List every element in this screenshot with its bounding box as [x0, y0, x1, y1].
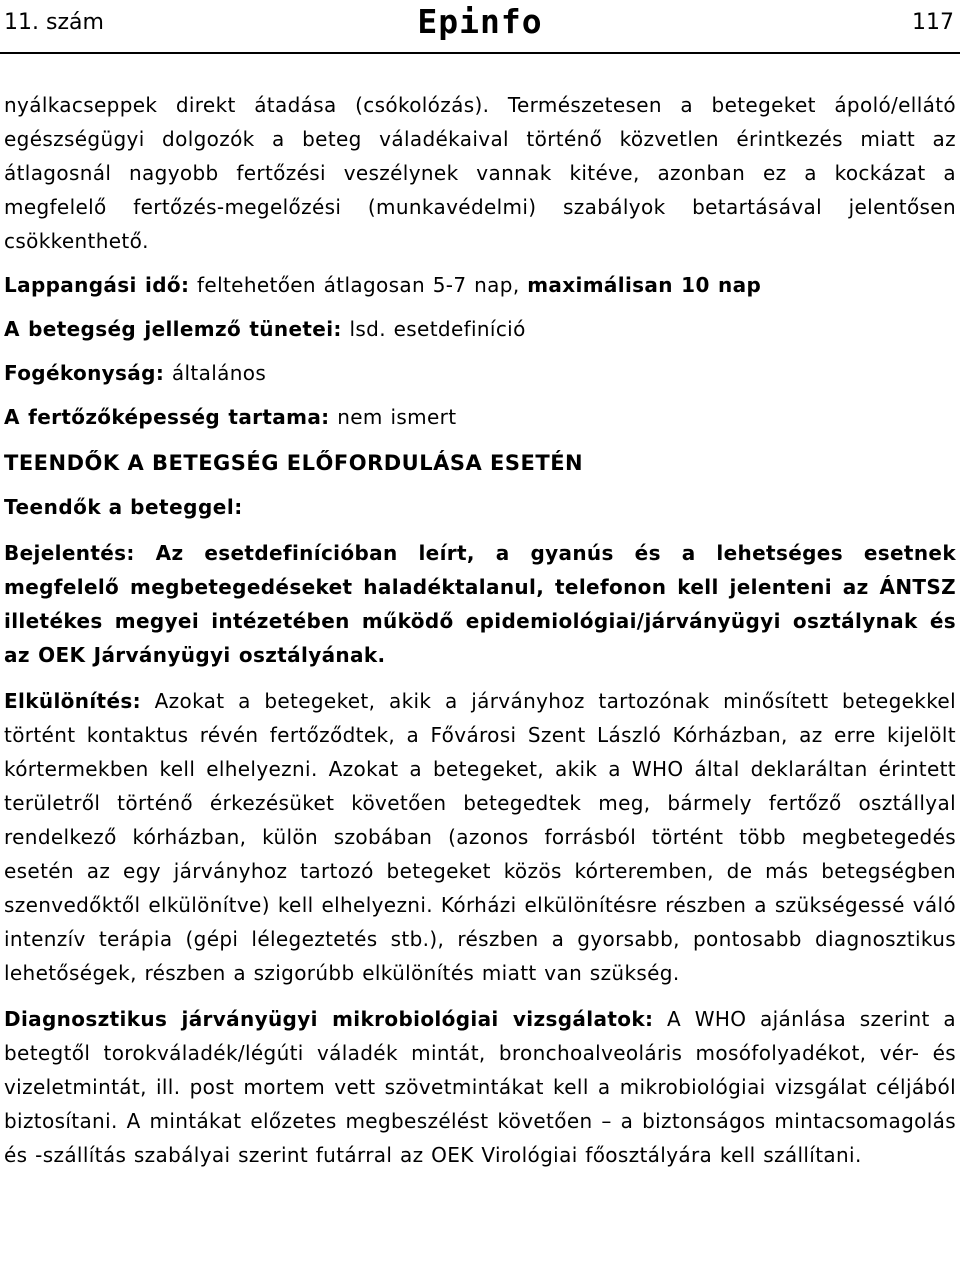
isolation-text: Azokat a betegeket, akik a járványhoz tartozónak minősített betegekkel történt kontaktus révén fertőződtek, a Fővárosi Szent László Kórházban, az erre kijelölt kórtermekben kell elhelyezni. Azokat a betegeket, akik a WHO által deklaráltan érintett területről történő érkezésüket követően betegedtek meg, bármely fertőző osztállyal rendelkező kórházban, külön szobában (azonos forrásból történt több megbetegedés esetén az egy járványhoz tartozó betegeket közös kórteremben, de más betegségben szenvedőktől elkülönítve) kell elhelyezni. Kórházi elkülönítésre részben a szükségessé váló intenzív terápia (gépi lélegeztetés stb.), részben a gyorsabb, pontosabb diagnosztikus lehetőségek, részben a szigorúbb elkülönítés miatt van szükség.: [4, 689, 956, 985]
incubation-max: maximálisan 10 nap: [527, 273, 762, 297]
infectivity-text: nem ismert: [329, 405, 457, 429]
diagnostics-text: A WHO ajánlása szerint a betegtől torokváladék/légúti váladék mintát, bronchoalveoláris mosófolyadékot, vér- és vizeletmintát, ill. post mortem vett szövetmintákat kell a mikrobiológiai vizsgálat céljából biztosítani. A mintákat előzetes megbeszélést követően – a biztonságos mintacsomagolás és -szállítás szabályai szerint futárral az OEK Virológiai főosztályára kell szállítani.: [4, 1007, 956, 1167]
paragraph-transmission: nyálkacseppek direkt átadása (csókolózás). Természetesen a betegeket ápoló/ellátó egészségügyi dolgozók a beteg váladékaival történő közvetlen érintkezés miatt az átlagosnál nagyobb fertőzési veszélynek vannak kitéve, azonban ez a kockázat a megfelelő fertőzés-megelőzési (munkavédelmi) szabályok betartásával jelentősen csökkenthető.: [4, 93, 956, 253]
issue-number: 11. szám: [4, 10, 104, 35]
section-heading: TEENDŐK A BETEGSÉG ELŐFORDULÁSA ESETÉN: [4, 451, 584, 475]
diagnostics-label: Diagnosztikus járványügyi mikrobiológiai vizsgálatok:: [4, 1007, 654, 1031]
symptoms-label: A betegség jellemző tünetei:: [4, 317, 342, 341]
incubation-text: feltehetően átlagosan 5-7 nap,: [189, 273, 528, 297]
document-body: [4, 88, 956, 1172]
incubation-line: [4, 268, 956, 302]
infectivity-label: A fertőzőképesség tartama:: [4, 405, 330, 429]
page-number: 117: [912, 10, 954, 35]
reporting-paragraph: Bejelentés: Az esetdefinícióban leírt, a gyanús és a lehetséges esetnek megfelelő megbetegedéseket haladéktalanul, telefonon kell jelenteni az ÁNTSZ illetékes megyei intézetében működő epidemiológiai/járványügyi osztálynak és az OEK Járványügyi osztályának.: [4, 541, 956, 667]
incubation-label: Lappangási idő:: [4, 273, 190, 297]
page-header: [0, 0, 960, 54]
susceptibility-label: Fogékonyság:: [4, 361, 165, 385]
susceptibility-line: [4, 356, 956, 390]
diagnostics-paragraph: [4, 1002, 956, 1172]
infectivity-line: [4, 400, 956, 434]
journal-title: Epinfo: [417, 2, 543, 41]
isolation-label: Elkülönítés:: [4, 689, 141, 713]
isolation-paragraph: [4, 684, 956, 990]
subheading: Teendők a beteggel:: [4, 495, 243, 519]
susceptibility-text: általános: [164, 361, 267, 385]
symptoms-line: [4, 312, 956, 346]
symptoms-text: lsd. esetdefiníció: [341, 317, 526, 341]
